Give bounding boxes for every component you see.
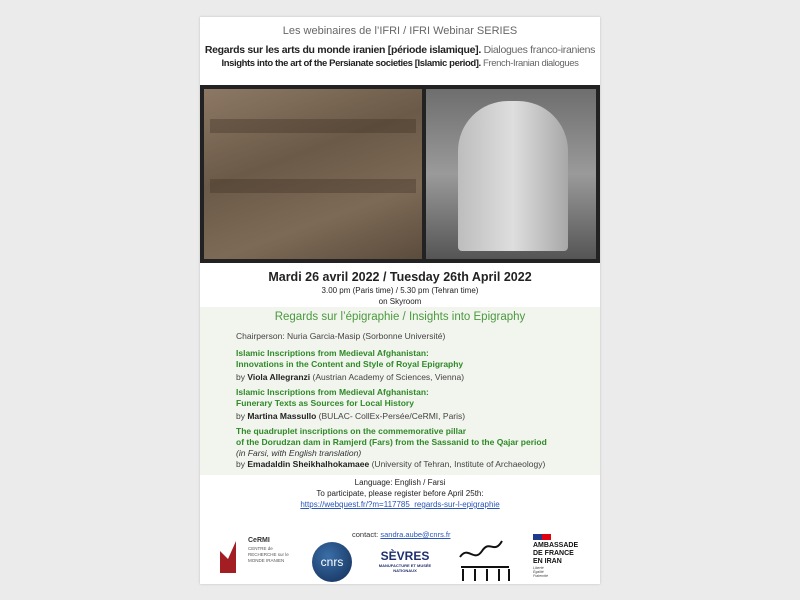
- photo-strip: [200, 85, 600, 263]
- french-embassy-logo: AMBASSADE DE FRANCE EN IRAN Liberté Égalité Fraternité: [533, 534, 583, 578]
- title-en: Insights into the art of the Persianate societies [Islamic period]. French-Iranian dialogues: [221, 58, 579, 69]
- webinar-poster: [200, 17, 600, 584]
- talk-item: Islamic Inscriptions from Medieval Afghanistan: Funerary Texts as Sources for Local History by Martina Massullo (BULAC- CollEx-Persée/CeRMI, Paris): [236, 387, 466, 421]
- talk-item: Islamic Inscriptions from Medieval Afghanistan: Innovations in the Content and Style of Royal Epigraphy by Viola Allegranzi (Austrian Academy of Sciences, Vienna): [236, 348, 465, 382]
- inscribed-tombstone-image: [426, 89, 596, 259]
- title-fr: Regards sur les arts du monde iranien [période islamique]. Dialogues franco-iraniens: [204, 44, 596, 56]
- contact: contact: sandra.aube@cnrs.fr: [352, 530, 451, 539]
- cnrs-logo: cnrs: [312, 542, 352, 582]
- registration-link[interactable]: https://webquest.fr/?m=117785_regards-sur-l-epigraphie: [300, 500, 500, 509]
- footer-info: Language: English / Farsi To participate, please register before April 25th: https://webquest.fr/?m=117785_regards-sur-l-epigraphie: [300, 478, 500, 509]
- series-title: Les webinaires de l’IFRI / IFRI Webinar SERIES: [282, 25, 518, 37]
- chairperson: Chairperson: Nuria Garcia-Masip (Sorbonne Université): [236, 331, 446, 341]
- program-title: Regards sur l’épigraphie / Insights into Epigraphy: [274, 311, 526, 323]
- calligraphy-logo: [455, 537, 515, 582]
- carved-stone-relief-image: [204, 89, 422, 259]
- talk-item: The quadruplet inscriptions on the commemorative pillar of the Dorudzan dam in Ramjerd (Fars) from the Sassanid to the Qajar period (in Farsi, with English translation) by Emadaldin Sheikhalhokamaee (University of Tehran, Institute of Archaeology): [236, 426, 547, 469]
- event-date: Mardi 26 avril 2022 / Tuesday 26th April 2022: [268, 270, 532, 284]
- event-time: 3.00 pm (Paris time) / 5.30 pm (Tehran time) on Skyroom: [321, 286, 479, 306]
- contact-email-link[interactable]: sandra.aube@cnrs.fr: [380, 530, 451, 539]
- sevres-logo: SÈVRES MANUFACTURE ET MUSÉE NATIONAUX: [378, 549, 432, 573]
- cermi-logo: CeRMI CENTRE de RECHERCHE sur le MONDE IRANIEN: [220, 537, 295, 577]
- program-section: [200, 307, 600, 475]
